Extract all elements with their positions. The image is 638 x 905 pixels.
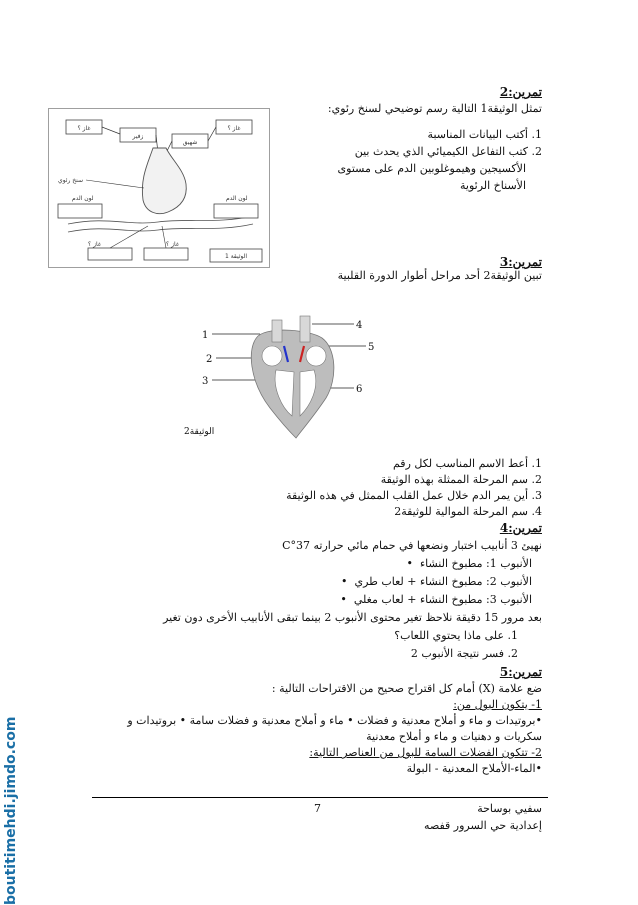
alveolus-diagram (48, 108, 270, 268)
gas-bottom-right-label: غاز ؟ (166, 241, 179, 248)
exercise-5-s1-line1: •بروتيدات و ماء و أملاح معدنية و فضلات • ماء و أملاح معدنية و فضلات سامة • بروتيدات و (127, 714, 542, 727)
gas-bottom-left-label: غاز ؟ (88, 241, 101, 248)
gas-box-left-label: غاز ؟ (77, 125, 91, 132)
exercise-5-s1: 1- يتكون البول من: (453, 698, 542, 711)
blood-color-right-box (214, 204, 258, 218)
exercise-3-title: تمرين:3 (499, 255, 542, 269)
footer-page-number: 7 (314, 802, 321, 815)
gas-bottom-left-box (88, 248, 132, 260)
exercise-2-intro: تمثل الوثيقة1 التالية رسم توضيحي لسنخ رئوي: (327, 102, 542, 115)
exercise-5-title: تمرين:5 (499, 665, 542, 679)
exercise-3-q2: 2. سم المرحلة الممثلة بهذه الوثيقة (380, 473, 542, 486)
exercise-3-q4: 4. سم المرحلة الموالية للوثيقة2 (394, 505, 542, 518)
heart-diagram (180, 312, 395, 442)
exercise-3-intro: تبين الوثيقة2 أحد مراحل أطوار الدورة القلبية (337, 269, 542, 282)
exercise-4-title: تمرين:4 (499, 521, 542, 535)
gas-box-right-label: غاز ؟ (227, 125, 241, 132)
heart-label-1: 1 (202, 330, 209, 341)
exercise-4-tube-2: الأنبوب 2: مطبوخ النشاء + لعاب طري • (340, 575, 532, 588)
exercise-3-q1: 1. أعط الاسم المناسب لكل رقم (392, 457, 542, 470)
exercise-3-q3: 3. أين يمر الدم خلال عمل القلب الممثل في هذه الوثيقة (286, 489, 542, 502)
exercise-2-q2-line3: الأسناخ الرئوية (460, 179, 526, 192)
exercise-5-s2: 2- تتكون الفضلات السامة للبول من العناصر التالية: (309, 746, 542, 759)
exercise-4-tube-3: الأنبوب 3: مطبوخ النشاء + لعاب مغلي • (340, 593, 532, 606)
gas-bottom-right-box (144, 248, 188, 260)
exercise-2-title: تمرين:2 (499, 85, 542, 99)
doc1-label: الوثيقة 1 (224, 253, 248, 260)
exercise-4-tube-1: الأنبوب 1: مطبوخ النشاء • (406, 557, 532, 570)
exercise-4-q1: 1. على ماذا يحتوي اللعاب؟ (394, 629, 518, 642)
exercise-5-intro: ضع علامة (X) أمام كل اقتراح صحيح من الاقتراحات التالية : (271, 682, 542, 695)
heart-label-6: 6 (356, 384, 363, 395)
exercise-2-q2-line2: الأكسيجين وهيموغلوبين الدم على مستوى (337, 162, 526, 175)
exercise-2-q1: 1. أكتب البيانات المناسبة (427, 128, 542, 141)
heart-label-5: 5 (368, 342, 375, 353)
side-url: boutitimehdi.jimdo.com (3, 716, 19, 905)
blood-color-left-label: لون الدم (72, 195, 94, 202)
blood-color-left-box (58, 204, 102, 218)
exhale-box-label: زفير (132, 133, 144, 140)
alveolus-label: سنخ رئوي (58, 177, 83, 184)
footer-divider (92, 797, 548, 798)
heart-label-2: 2 (206, 354, 213, 365)
exercise-5-s2-line1: •الماء-الأملاح المعدنية - البولة (406, 762, 542, 775)
doc2-label: الوثيقة2 (184, 427, 215, 437)
heart-label-3: 3 (202, 376, 209, 387)
exercise-4-intro: نهيئ 3 أنابيب اختبار ونضعها في حمام مائي حرارته 37°C (282, 539, 542, 552)
inhale-box-label: شهيق (182, 139, 198, 146)
footer-author: سفيي بوساحة (477, 802, 542, 815)
exercise-4-after: بعد مرور 15 دقيقة نلاحظ تغير محتوى الأنبوب 2 بينما تبقى الأنابيب الأخرى دون تغير (163, 611, 542, 624)
exercise-5-s1-line2: سكريات و دهنيات و ماء و أملاح معدنية (366, 730, 542, 743)
footer-school: إعدادية حي السرور قفصه (424, 819, 542, 832)
exercise-4-q2: 2. فسر نتيجة الأنبوب 2 (410, 647, 518, 660)
blood-color-right-label: لون الدم (226, 195, 248, 202)
exercise-2-q2: 2. كتب التفاعل الكيميائي الذي يحدث بين (354, 145, 542, 158)
heart-label-4: 4 (356, 320, 363, 331)
